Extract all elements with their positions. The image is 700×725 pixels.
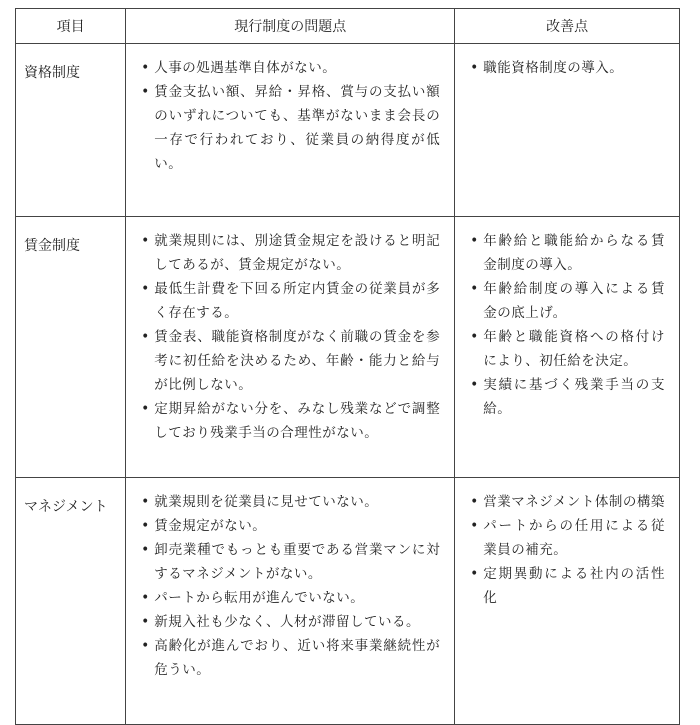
problems-cell (126, 44, 455, 217)
header-improvements: 改善点 (455, 9, 680, 44)
list-item: • 年齢と職能資格への格付けにより、初任給を決定。 (467, 325, 665, 373)
improvements-list (467, 229, 665, 421)
list-item: • 最低生計費を下回る所定内賃金の従業員が多く存在する。 (138, 277, 440, 325)
improvements-list (467, 490, 665, 610)
improvements-cell (455, 44, 680, 217)
list-item: • 営業マネジメント体制の構築 (467, 490, 665, 514)
list-item: • 定期異動による社内の活性化 (467, 562, 665, 610)
list-item: • 卸売業種でもっとも重要である営業マンに対するマネジメントがない。 (138, 538, 440, 586)
list-item: • 年齢給と職能給からなる賃金制度の導入。 (467, 229, 665, 277)
list-item: • 人事の処遇基準自体がない。 (138, 56, 440, 80)
improvements-cell (455, 478, 680, 725)
problems-list (138, 229, 440, 445)
problems-list (138, 56, 440, 176)
list-item: • 新規入社も少なく、人材が滞留している。 (138, 610, 440, 634)
list-item: • 賃金表、職能資格制度がなく前職の賃金を参考に初任給を決めるため、年齢・能力と給与が比例しない。 (138, 325, 440, 397)
list-item: • 賃金規定がない。 (138, 514, 440, 538)
table-row (16, 478, 680, 725)
improvements-list (467, 56, 665, 80)
list-item: • 職能資格制度の導入。 (467, 56, 665, 80)
problems-list (138, 490, 440, 682)
table-row (16, 217, 680, 478)
improvements-cell (455, 217, 680, 478)
list-item: • パートから転用が進んでいない。 (138, 586, 440, 610)
header-problems: 現行制度の問題点 (126, 9, 455, 44)
row-category: マネジメント (16, 478, 126, 725)
list-item: • 実績に基づく残業手当の支給。 (467, 373, 665, 421)
list-item: • 就業規則には、別途賃金規定を設けると明記してあるが、賃金規定がない。 (138, 229, 440, 277)
header-item: 項目 (16, 9, 126, 44)
problems-cell (126, 217, 455, 478)
list-item: • 年齢給制度の導入による賃金の底上げ。 (467, 277, 665, 325)
list-item: • 定期昇給がない分を、みなし残業などで調整しており残業手当の合理性がない。 (138, 397, 440, 445)
header-row (16, 9, 680, 44)
table-row (16, 44, 680, 217)
problems-cell (126, 478, 455, 725)
row-category: 賃金制度 (16, 217, 126, 478)
list-item: • 就業規則を従業員に見せていない。 (138, 490, 440, 514)
row-category: 資格制度 (16, 44, 126, 217)
list-item: • 高齢化が進んでおり、近い将来事業継続性が危うい。 (138, 634, 440, 682)
list-item: • パートからの任用による従業員の補充。 (467, 514, 665, 562)
comparison-table (15, 8, 680, 725)
list-item: • 賃金支払い額、昇給・昇格、賞与の支払い額のいずれについても、基準がないまま会長の一存で行われており、従業員の納得度が低い。 (138, 80, 440, 176)
